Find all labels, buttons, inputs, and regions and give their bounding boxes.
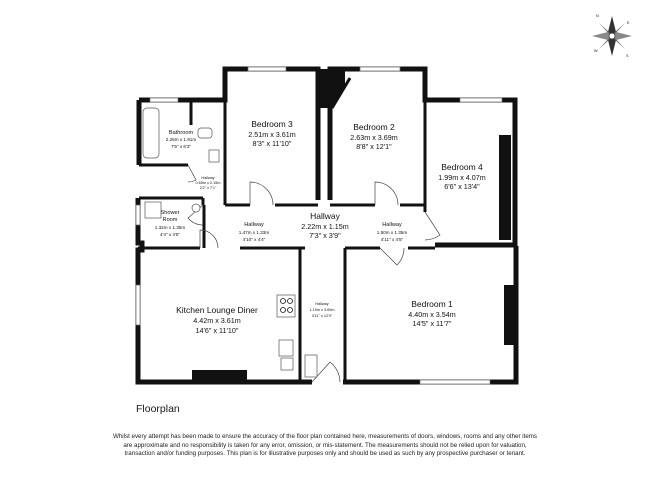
disclaimer-text: Whilst every attempt has been made to ensure the accuracy of the floor plan contained here, measurements of doors, windows, rooms and any other items are approximate and no responsibility is taken for any error, omission, or mis-statement. The measurements should not be relied upon for valuation, transaction and/or funding purposes. This plan is for illustrative purposes only and should be used as such by any prospective purchaser or tenant. [112,433,538,458]
hallway-cupboard [305,355,317,377]
kitchen-imperial: 14'6" x 11'10" [195,326,239,335]
compass-n: N [596,14,599,18]
bedroom3-imperial: 8'3" x 11'10" [252,139,292,148]
shower-room-imperial: 4'4" x 4'5" [159,232,181,237]
bedroom4-metric: 1.99m x 4.07m [438,173,486,182]
hallway-small-imperial: 2'2" x 7'1" [199,186,217,190]
bedroom1-imperial: 14'5" x 11'7" [412,319,452,328]
kitchen-metric: 4.42m x 3.61m [193,316,241,325]
bedroom3-name: Bedroom 3 [251,119,293,129]
room-label-hallway-small [195,176,220,190]
room-label-hallway-left [239,222,270,242]
hallway-right-metric: 1.50m x 1.35m [376,230,408,235]
bedroom4-imperial: 6'6" x 13'4" [444,182,480,191]
hallway-small-metric: 0.65m x 2.15m [195,181,221,185]
compass-e: E [627,21,630,25]
room-label-bedroom3 [248,119,296,148]
compass-icon [592,14,632,58]
kitchen-name: Kitchen Lounge Diner [176,305,258,315]
bedroom4-chimney [499,135,511,240]
bathroom-imperial: 7'5" x 6'3" [170,144,192,149]
floorplan-title: Floorplan [136,403,180,415]
hallway-corridor-name: Hallway [315,302,329,306]
hallway-main-metric: 2.22m x 1.15m [301,222,349,231]
room-label-bathroom [166,130,197,149]
hallway-left-name: Hallway [244,222,264,228]
bedroom1-name: Bedroom 1 [411,299,453,309]
room-label-hallway-main [301,211,349,240]
hallway-corridor-metric: 1.19m x 3.69m [309,308,335,312]
hallway-main-name: Hallway [310,211,340,221]
bathroom-name: Bathroom [168,130,194,136]
hallway-left-metric: 1.47m x 1.33m [238,230,270,235]
bedroom2-name: Bedroom 2 [353,122,395,132]
bedroom1-metric: 4.40m x 3.54m [408,310,456,319]
bedroom1-chimney [504,285,514,345]
room-label-bedroom4 [438,162,486,191]
bathroom-metric: 2.26m x 1.91m [165,137,197,142]
hallway-small-name: Hallway [201,176,215,180]
bedroom3-metric: 2.51m x 3.61m [248,130,296,139]
kitchen-fixtures [277,295,295,370]
kitchen-chimney [192,370,247,380]
bedroom2-chimney [318,69,345,108]
bedroom4-name: Bedroom 4 [441,162,483,172]
hallway-left-imperial: 4'10" x 4'4" [242,237,266,242]
bedroom2-imperial: 8'8" x 12'1" [356,142,392,151]
room-label-bedroom2 [350,122,398,151]
compass-w: W [594,49,598,53]
hallway-right-name: Hallway [382,222,402,228]
bathroom-fixtures [143,108,219,218]
bedroom2-metric: 2.63m x 3.69m [350,133,398,142]
shower-room-metric: 1.32m x 1.35m [154,225,186,230]
compass-s: S [626,54,629,58]
hallway-main-imperial: 7'3" x 3'9" [309,231,341,240]
room-label-bedroom1 [408,299,456,328]
room-label-hallway-corridor [309,302,334,318]
room-label-hallway-right [377,222,408,242]
hallway-corridor-imperial: 3'11" x 12'0" [311,314,333,318]
shower-room-name: Shower [160,210,180,216]
room-label-kitchen [176,305,258,335]
shower-room-name2: Room [162,217,178,223]
hallway-right-imperial: 4'11" x 4'5" [380,237,404,242]
